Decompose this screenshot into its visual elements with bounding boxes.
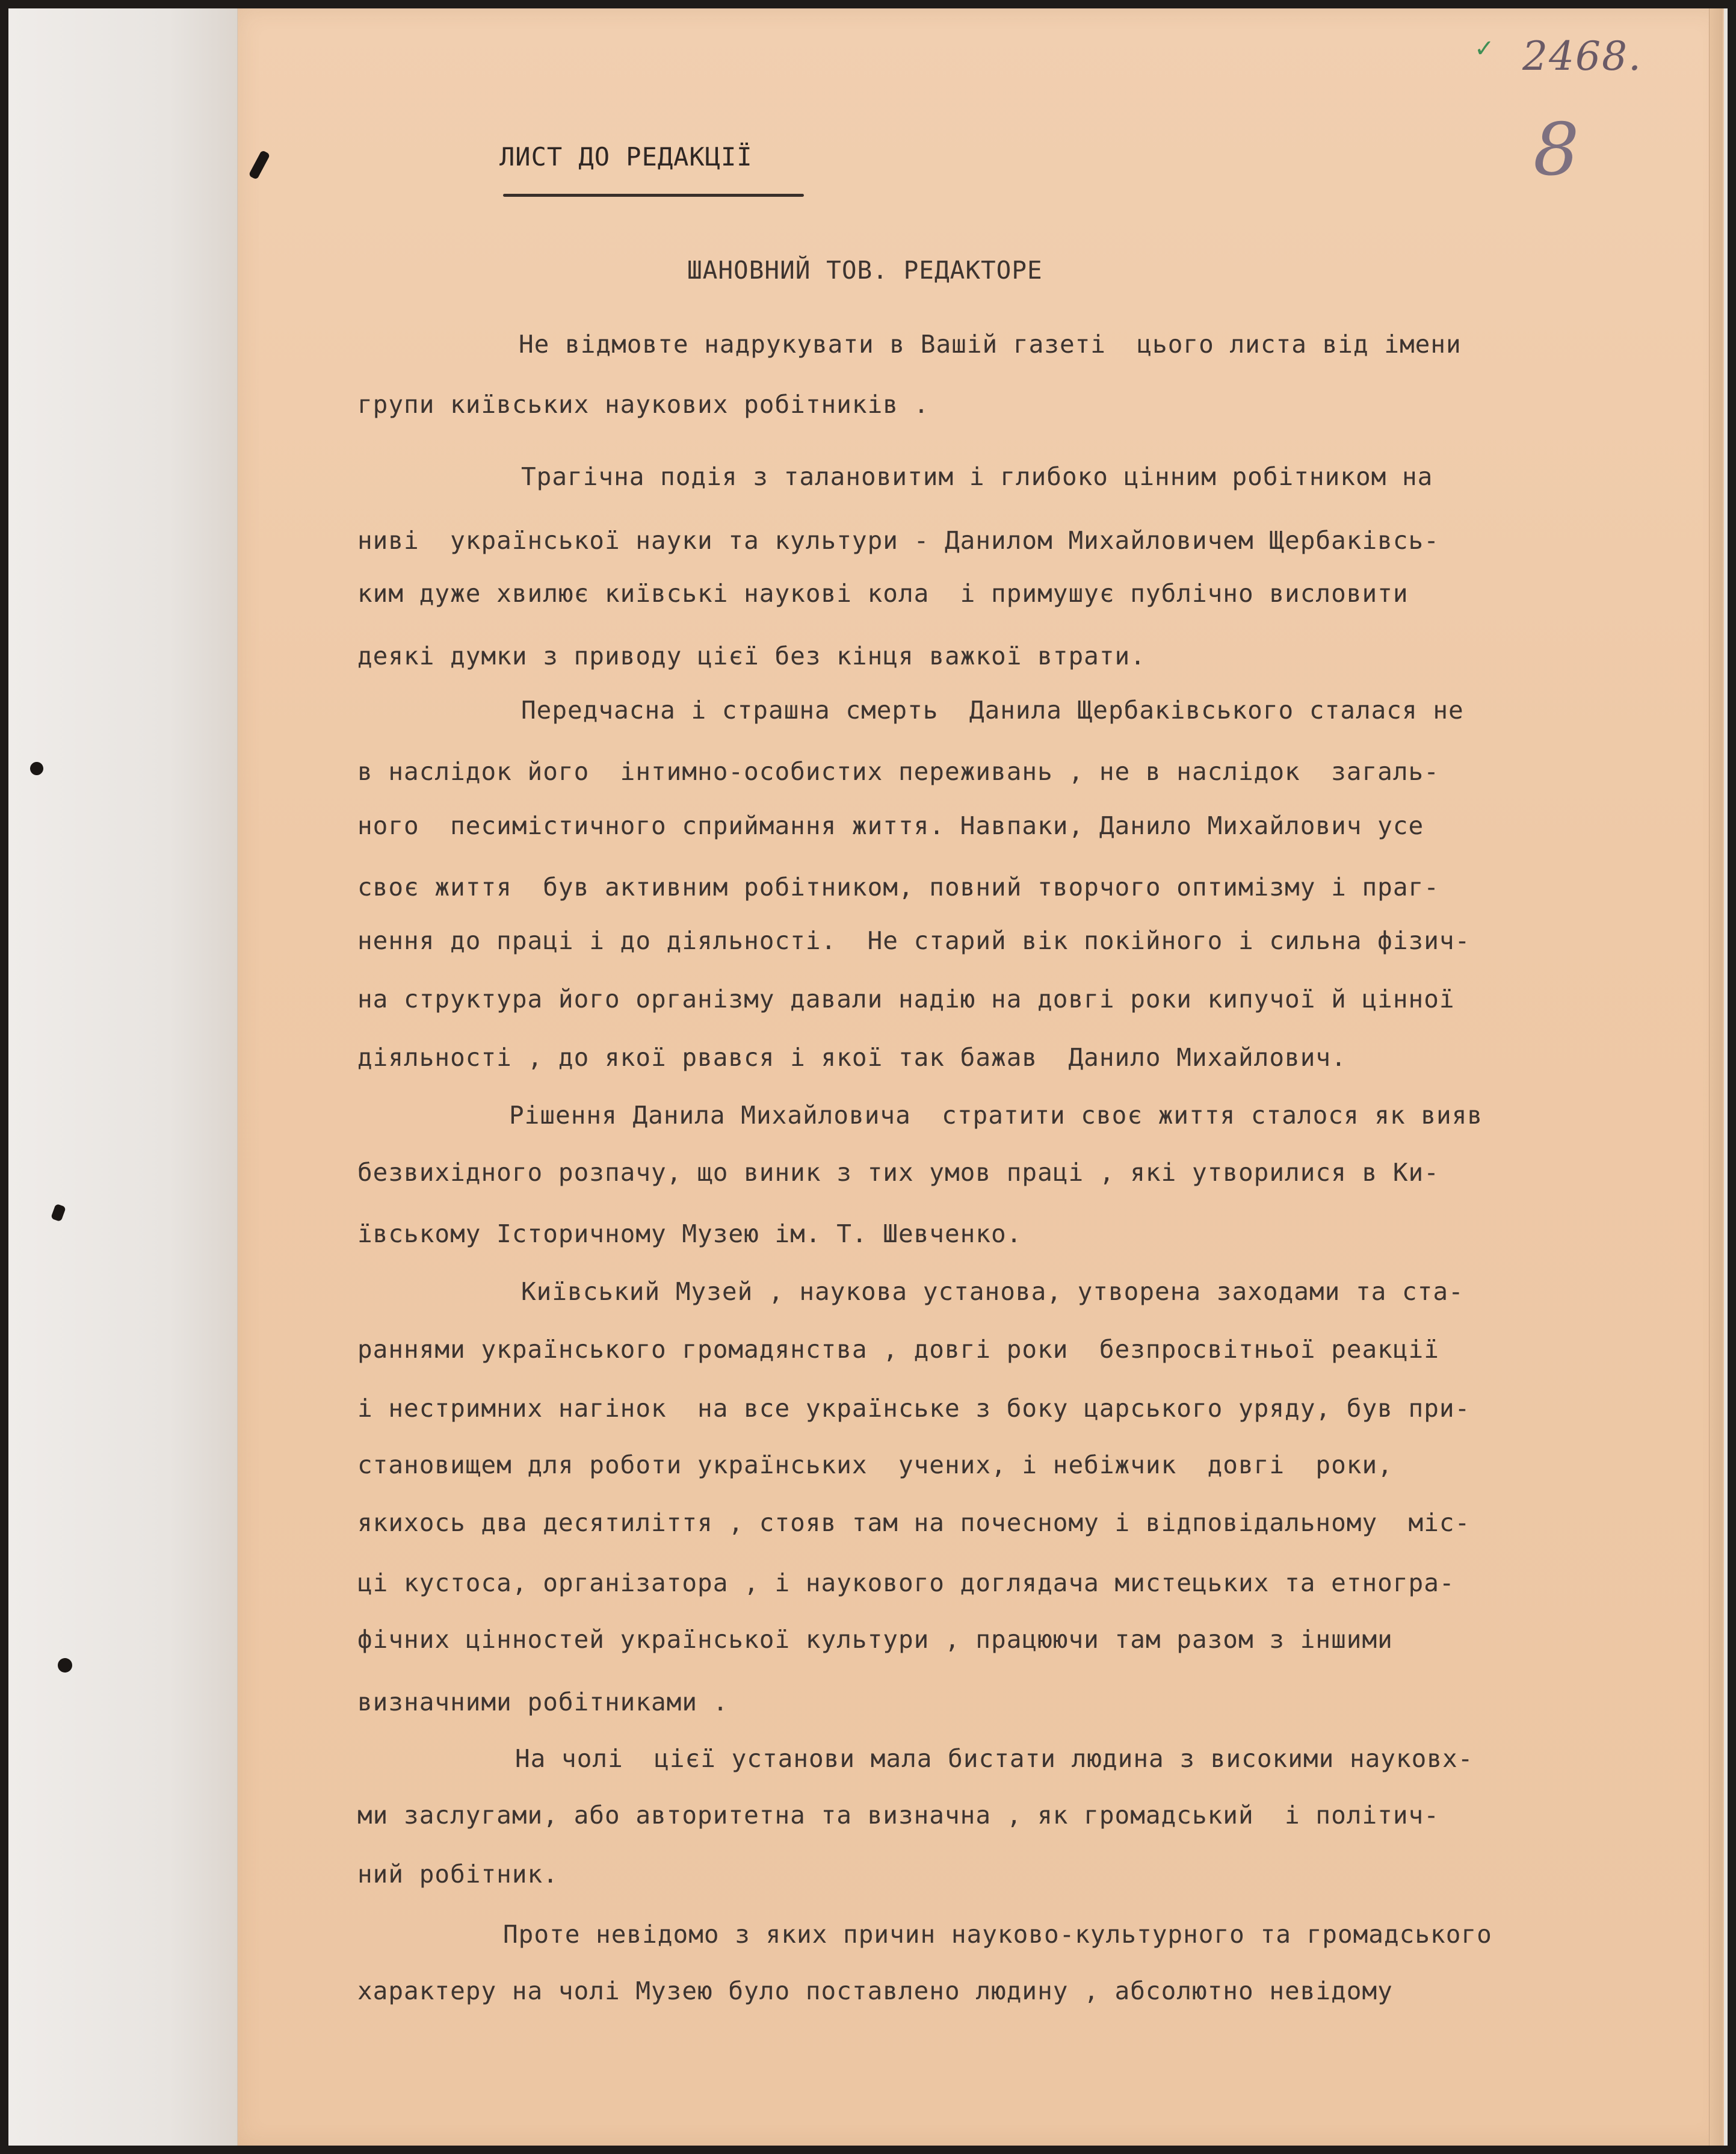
body-line: Проте невідомо з яких причин науково-культурного та громадського	[503, 1920, 1492, 1949]
body-line: Трагічна подія з талановитим і глибоко цінним робітником на	[521, 462, 1433, 491]
body-line: безвихідного розпачу, що виник з тих умов праці , які утворилися в Ки-	[357, 1158, 1439, 1187]
body-line: визначними робітниками .	[357, 1688, 729, 1716]
body-line: діяльності , до якої рвався і якої так бажав Данило Михайлович.	[357, 1043, 1347, 1072]
body-line: ким дуже хвилює київські наукові кола і примушує публічно висловити	[357, 579, 1409, 608]
body-line: Київський Музей , наукова установа, утворена заходами та ста-	[521, 1277, 1464, 1306]
body-line: ці кустоса, організатора , і наукового доглядача мистецьких та етногра-	[357, 1568, 1455, 1597]
archive-page-number: 8	[1533, 108, 1580, 192]
body-line: фічних цінностей української культури , працюючи там разом з іншими	[357, 1625, 1393, 1654]
body-line: ївському Історичному Музею ім. Т. Шевченко.	[357, 1219, 1022, 1248]
body-line: якихось два десятиліття , стояв там на почесному і відповідальному міс-	[357, 1508, 1471, 1537]
body-line: своє життя був активним робітником, повний творчого оптимізму і праг-	[357, 873, 1439, 902]
body-line: в наслідок його інтимно-особистих переживань , не в наслідок загаль-	[357, 757, 1439, 786]
body-line: Рішення Данила Михайловича стратити своє життя сталося як вияв	[509, 1101, 1483, 1130]
binding-strip	[8, 8, 238, 2146]
body-line: становищем для роботи українських учених, і небіжчик довгі роки,	[357, 1450, 1393, 1479]
letter-heading: ЛИСТ ДО РЕДАКЦІЇ	[499, 142, 753, 172]
body-line: ми заслугами, або авторитетна та визначна , як громадський і політич-	[357, 1801, 1439, 1830]
archive-inventory-number: 2468.	[1522, 33, 1642, 79]
body-line: нення до праці і до діяльності. Не старий вік покійного і сильна фізич-	[357, 926, 1471, 955]
heading-underline	[503, 194, 804, 197]
page-edge	[1709, 8, 1723, 2146]
body-line: ниві української науки та культури - Данилом Михайловичем Щербаківсь-	[357, 526, 1439, 555]
body-line: Не відмовте надрукувати в Вашій газеті цього листа від імени	[519, 330, 1462, 359]
body-line: На чолі цієї установи мала бистати людина з високими науковх-	[515, 1744, 1474, 1773]
letter-salutation: ШАНОВНИЙ ТОВ. РЕДАКТОРЕ	[687, 256, 1043, 285]
body-line: характеру на чолі Музею було поставлено людину , абсолютно невідому	[357, 1976, 1393, 2005]
body-line: на структура його організму давали надію на довгі роки кипучої й цінної	[357, 985, 1455, 1014]
body-line: і нестримних нагінок на все українське з боку царського уряду, був при-	[357, 1394, 1471, 1423]
body-line: ний робітник.	[357, 1860, 558, 1889]
body-line: деякі думки з приводу цієї без кінця важкої втрати.	[357, 642, 1146, 670]
body-line: раннями українського громадянства , довгі роки безпросвітньої реакції	[357, 1335, 1439, 1364]
body-line: Передчасна і страшна смерть Данила Щербаківського сталася не	[521, 696, 1464, 725]
body-line: групи київських наукових робітників .	[357, 390, 930, 419]
archive-check-mark: ✓	[1474, 35, 1495, 63]
body-line: ного песимістичного сприймання життя. Навпаки, Данило Михайлович усе	[357, 811, 1424, 840]
